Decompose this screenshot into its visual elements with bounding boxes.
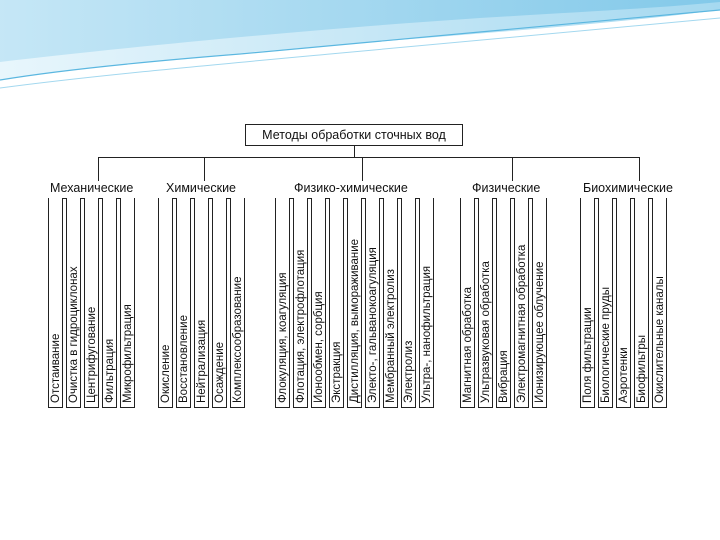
method-item-text-wrap	[366, 197, 381, 407]
method-item-text-wrap	[402, 197, 417, 407]
method-item-text-wrap	[159, 197, 174, 407]
method-item-label: Ультразвуковая обработка	[480, 261, 492, 403]
method-item-label: Центрифугование	[86, 306, 98, 403]
method-item	[84, 198, 99, 408]
method-item-label: Электромагнитная обработка	[516, 244, 528, 403]
method-item-text-wrap	[85, 197, 100, 407]
method-item-text-wrap	[67, 197, 82, 407]
method-item	[311, 198, 326, 408]
category-label: Химические	[166, 181, 237, 195]
method-item-label: Дистилляция, вымораживание	[349, 238, 361, 403]
method-item	[158, 198, 173, 408]
method-item	[212, 198, 227, 408]
method-item-text-wrap	[213, 197, 228, 407]
method-item-text-wrap	[497, 197, 512, 407]
method-item	[48, 198, 63, 408]
main-branch-line	[98, 157, 639, 158]
method-item-text-wrap	[276, 197, 291, 407]
method-item	[383, 198, 398, 408]
method-item	[532, 198, 547, 408]
category-connector	[204, 157, 205, 181]
method-item-label: Очистка в гидроциклонах	[68, 266, 80, 403]
method-item	[496, 198, 511, 408]
method-item	[347, 198, 362, 408]
category-connector	[98, 157, 99, 181]
method-item	[634, 198, 649, 408]
method-item-label: Флотация, электрофлотация	[295, 249, 307, 403]
method-item-text-wrap	[420, 197, 435, 407]
method-item	[365, 198, 380, 408]
method-item-label: Комплексообразование	[232, 276, 244, 403]
method-item	[66, 198, 81, 408]
method-item-text-wrap	[515, 197, 530, 407]
category-connector	[639, 157, 640, 181]
method-item	[275, 198, 290, 408]
method-item-label: Нейтрализация	[196, 319, 208, 403]
category-label: Механические	[50, 181, 134, 195]
root-node: Методы обработки сточных вод	[245, 124, 463, 146]
method-item-label: Электролиз	[403, 340, 415, 403]
category-label: Физико-химические	[294, 181, 408, 195]
method-item	[478, 198, 493, 408]
method-item-text-wrap	[479, 197, 494, 407]
method-item-label: Экстракция	[331, 341, 343, 403]
method-item-text-wrap	[653, 197, 668, 407]
method-item-label: Восстановление	[178, 315, 190, 403]
method-item-text-wrap	[599, 197, 614, 407]
method-item	[194, 198, 209, 408]
method-item-text-wrap	[348, 197, 363, 407]
method-item-label: Ионизирующее облучение	[534, 261, 546, 403]
category-label: Физические	[472, 181, 541, 195]
method-item	[176, 198, 191, 408]
method-item-label: Мембранный электролиз	[385, 269, 397, 403]
method-item	[120, 198, 135, 408]
method-item	[102, 198, 117, 408]
treatment-methods-diagram	[40, 118, 690, 418]
method-item-label: Микрофильтрация	[122, 304, 134, 403]
category-label: Биохимические	[583, 181, 673, 195]
method-item-label: Окислительные каналы	[654, 276, 666, 403]
category-connector	[362, 157, 363, 181]
method-item-label: Поля фильтрации	[582, 307, 594, 403]
method-item-text-wrap	[384, 197, 399, 407]
header-swoosh-decoration	[0, 0, 720, 100]
method-item-label: Ионообмен, сорбция	[313, 291, 325, 403]
method-item-text-wrap	[635, 197, 650, 407]
method-item-text-wrap	[533, 197, 548, 407]
method-item-text-wrap	[581, 197, 596, 407]
method-item-text-wrap	[330, 197, 345, 407]
method-item-text-wrap	[195, 197, 210, 407]
method-item-label: Биологические пруды	[600, 287, 612, 403]
method-item-text-wrap	[103, 197, 118, 407]
method-item-text-wrap	[294, 197, 309, 407]
method-item-label: Отстаивание	[50, 333, 62, 403]
method-item-text-wrap	[231, 197, 246, 407]
method-item-label: Окисление	[160, 344, 172, 403]
method-item-text-wrap	[49, 197, 64, 407]
method-item-label: Электо-, гальванокоагуляция	[367, 247, 379, 403]
method-item-label: Магнитная обработка	[462, 287, 474, 403]
method-item	[329, 198, 344, 408]
method-item-text-wrap	[312, 197, 327, 407]
method-item	[401, 198, 416, 408]
method-item	[598, 198, 613, 408]
method-item-label: Биофильтры	[636, 335, 648, 403]
method-item-label: Ультра-, нанофильтрация	[421, 265, 433, 403]
method-item-label: Фильтрация	[104, 338, 116, 403]
method-item-label: Вибрация	[498, 350, 510, 403]
method-item	[419, 198, 434, 408]
method-item-text-wrap	[461, 197, 476, 407]
method-item-text-wrap	[177, 197, 192, 407]
method-item	[514, 198, 529, 408]
method-item-text-wrap	[121, 197, 136, 407]
method-item	[652, 198, 667, 408]
method-item	[293, 198, 308, 408]
method-item-label: Осаждение	[214, 341, 226, 403]
method-item	[460, 198, 475, 408]
method-item	[616, 198, 631, 408]
method-item	[580, 198, 595, 408]
method-item-label: Аэротенки	[618, 347, 630, 403]
method-item-text-wrap	[617, 197, 632, 407]
method-item-label: Флокуляция, коагуляция	[277, 272, 289, 403]
method-item	[230, 198, 245, 408]
category-connector	[512, 157, 513, 181]
